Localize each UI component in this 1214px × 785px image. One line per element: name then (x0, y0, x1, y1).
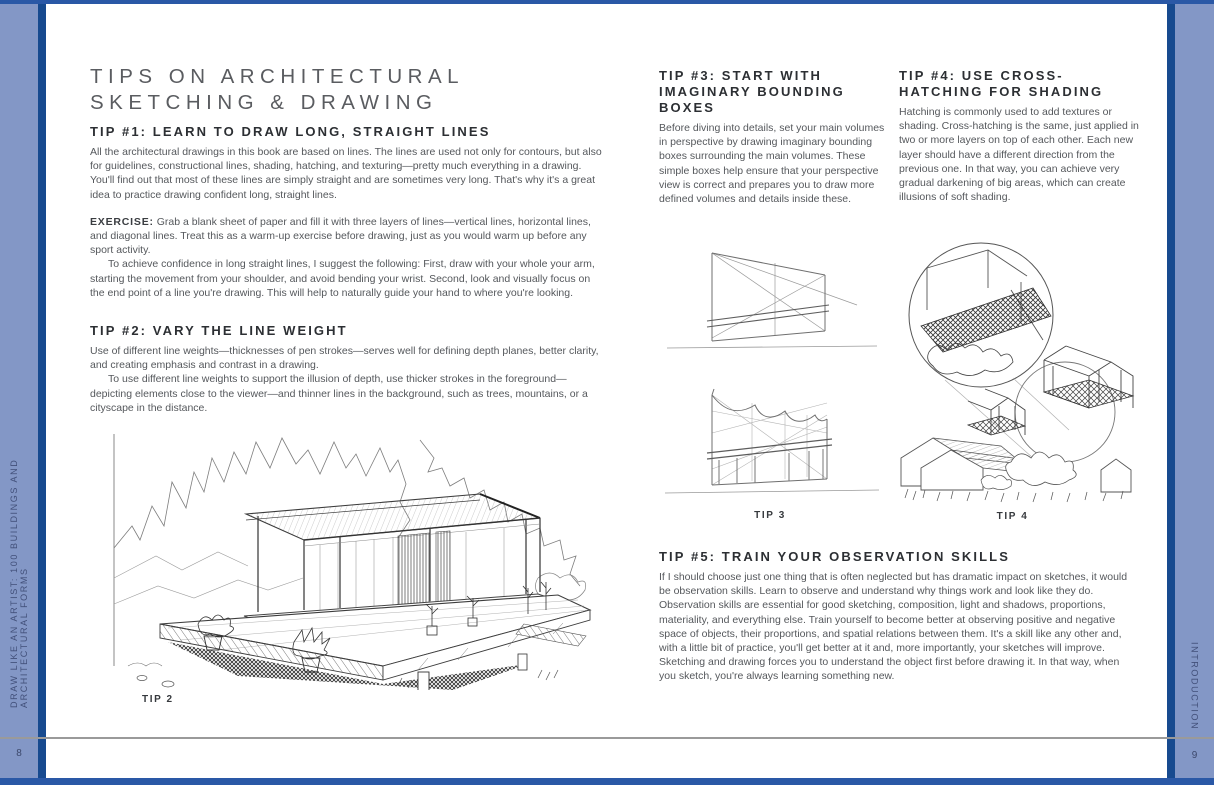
tip3-body: Before diving into details, set your main volumes in perspective by drawing imaginary bounding boxes surrounding the main volumes. These simple boxes help ensure that your perspective view is correct and prepares you to draw more defined volumes and details inside these. (659, 122, 885, 206)
chapter-title-vertical: INTRODUCTION (1189, 641, 1200, 731)
tip3-figure (657, 243, 887, 503)
tip2-figure-caption: TIP 2 (142, 694, 174, 705)
tip4-figure (893, 230, 1141, 508)
left-margin-title (0, 378, 38, 708)
tip4-sketch (893, 230, 1141, 508)
left-column (90, 124, 604, 415)
tip4-figure-caption: TIP 4 (996, 511, 1029, 522)
page-number-left: 8 (16, 748, 22, 759)
tip1-heading: TIP #1: LEARN TO DRAW LONG, STRAIGHT LINES (90, 124, 491, 139)
tip2-figure (98, 428, 593, 690)
tip4-heading: TIP #4: USE CROSS-HATCHING FOR SHADING (899, 68, 1104, 99)
left-edge-line (38, 0, 46, 785)
tip3-sketch (657, 243, 887, 503)
exercise-text: Grab a blank sheet of paper and fill it with three layers of lines—vertical lines, horizontal lines, and diagonal lines. Treat this as a warm-up exercise before drawing, just as you would warm up before any sport activity. (90, 215, 591, 257)
exercise-paragraph-2: To achieve confidence in long straight lines, I suggest the following: First, draw with your whole your arm, starting the movement from your shoulder, and avoid bending your wrist. Second, look and visually focus on the end point of a line you're drawing. This will help to naturally guide your hand to where you're looking. (90, 258, 595, 299)
tip3-heading: TIP #3: START WITH IMAGINARY BOUNDING BOXES (659, 68, 845, 115)
tip2-paragraph-2: To use different line weights to support the illusion of depth, use thicker strokes in the foreground—depicting elements close to the viewer—and thinner lines in the background, such as trees, mountains, or a cityscape in the distance. (90, 373, 588, 414)
right-margin-title (1175, 638, 1214, 734)
tip5-body: If I should choose just one thing that is often neglected but has dramatic impact on sketches, it would be observation skills. Learn to observe and understand why things work and look like they do. Observation skills are essential for good sketching, composition, light and shadows, proportions, materiality, and everything else. Train yourself to become better at observing positive and negative space of objects, their proportions, and spatial relations between them. It's a skill like any other and, with a little bit of practice, you'll get better at it and, more importantly, your sketches will improve. Sketching and drawing forces you to understand the object first before drawing it. In that way, when you sketch, you're always learning something new. (659, 571, 1128, 683)
tip3-column (659, 68, 892, 206)
page-title-line1: TIPS ON ARCHITECTURAL (90, 65, 465, 88)
footer-rule (0, 737, 1214, 739)
page-number-right: 9 (1191, 750, 1198, 761)
tip5-heading: TIP #5: TRAIN YOUR OBSERVATION SKILLS (659, 549, 1010, 564)
page-title (90, 64, 650, 116)
right-edge-line (1167, 0, 1175, 785)
tip4-column (899, 68, 1140, 204)
tip4-body: Hatching is commonly used to add textures or shading. Cross-hatching is the same, just applied in two or more layers on top of each other. Each new layer should have a different direction from the previous one. In that way, you can achieve very gradual darkening of big areas, which can create illusions of soft shading. (899, 106, 1139, 204)
tip2-heading: TIP #2: VARY THE LINE WEIGHT (90, 323, 348, 339)
tip2-sketch (98, 428, 593, 690)
book-title-vertical: DRAW LIKE AN ARTIST: 100 BUILDINGS AND ARCHITECTURAL FORMS (9, 458, 29, 708)
tip5-section (659, 549, 1138, 684)
bottom-border (0, 778, 1214, 785)
tip1-body: All the architectural drawings in this book are based on lines. The lines are used not only for contours, but also for guidelines, constructional lines, shading, hatching, and texturing—pretty much everything in a drawing. You'll find out that most of these lines are simply straight and are sometimes very long. That's why it's a great idea to practice drawing confident long, straight lines. (90, 146, 602, 201)
tip3-figure-caption: TIP 3 (754, 510, 786, 521)
exercise-label: EXERCISE: (90, 215, 154, 228)
exercise-paragraph (90, 215, 604, 258)
tip2-paragraph-1: Use of different line weights—thicknesses of pen strokes—serves well for defining depth planes, better clarity, and creating emphasis and contrast in a drawing. (90, 345, 599, 372)
top-border (0, 0, 1214, 4)
page-title-line2: SKETCHING & DRAWING (90, 91, 438, 114)
